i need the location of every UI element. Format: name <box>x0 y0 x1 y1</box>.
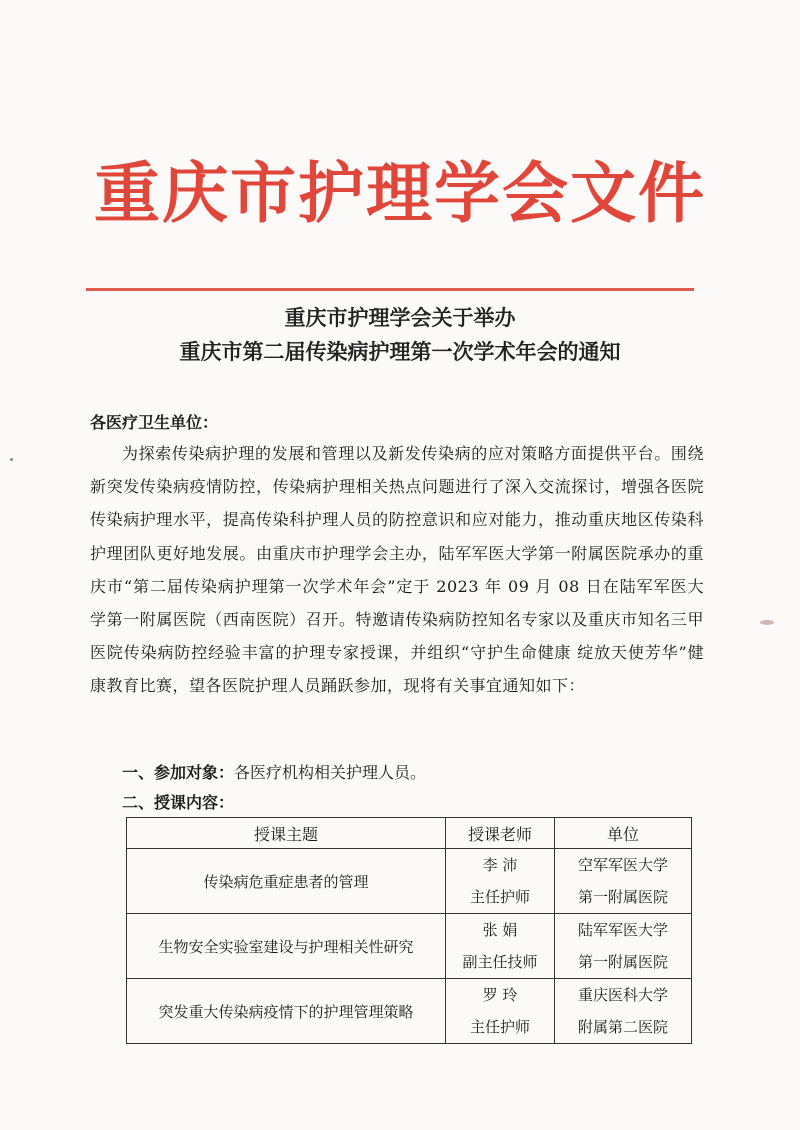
scan-speck <box>760 620 774 625</box>
table-header-row <box>127 818 692 849</box>
unit-line2: 第一附属医院 <box>577 953 668 971</box>
item-participants <box>122 760 426 783</box>
body-paragraph: 为探索传染病护理的发展和管理以及新发传染病的应对策略方面提供平台。围绕新突发传染病疫情防控，传染病护理相关热点问题进行了深入交流探讨，增强各医院传染病护理水平，提高传染科护理人员的防控意识和应对能力，推动重庆地区传染科护理团队更好地发展。由重庆市护理学会主办，陆军军医大学第一附属医院承办的重庆市“第二届传染病护理第一次学术年会”定于 2023 年 09 月 08 日在陆军军医大学第一附属医院（西南医院）召开。特邀请传染病防控知名专家以及重庆市知名三甲医院传染病防控经验丰富的护理专家授课，并组织“守护生命健康 绽放天使芳华”健康教育比赛，望各医院护理人员踊跃参加，现将有关事宜通知如下： <box>90 444 704 696</box>
header-teacher: 授课老师 <box>446 818 555 849</box>
table-row <box>127 979 692 1044</box>
teacher-name: 李 沛 <box>482 856 518 874</box>
row-unit <box>555 979 692 1044</box>
item-course-content <box>122 790 234 813</box>
row-unit <box>555 914 692 979</box>
table-row <box>127 914 692 979</box>
org-title: 重庆市护理学会文件 <box>94 155 706 232</box>
teacher-title: 主任护师 <box>469 888 530 906</box>
row-topic: 突发重大传染病疫情下的护理管理策略 <box>127 979 446 1044</box>
unit-line2: 第一附属医院 <box>577 888 668 906</box>
doc-title-line2: 重庆市第二届传染病护理第一次学术年会的通知 <box>179 340 621 364</box>
teacher-name: 张 娟 <box>482 921 518 939</box>
scan-speck <box>10 458 13 461</box>
row-topic: 生物安全实验室建设与护理相关性研究 <box>127 914 446 979</box>
row-teacher <box>446 849 555 914</box>
row-teacher <box>446 914 555 979</box>
header-topic: 授课主题 <box>127 818 446 849</box>
unit-line1: 陆军军医大学 <box>577 921 668 939</box>
table-row <box>127 849 692 914</box>
row-unit <box>555 849 692 914</box>
item-participants-label: 一、参加对象： <box>122 763 235 782</box>
red-divider <box>86 288 694 291</box>
unit-line1: 重庆医科大学 <box>577 986 668 1004</box>
teacher-title: 副主任技师 <box>462 953 538 971</box>
course-table <box>126 817 692 1044</box>
item-course-content-label: 二、授课内容： <box>122 793 235 812</box>
unit-line2: 附属第二医院 <box>577 1018 668 1036</box>
salutation: 各医疗卫生单位： <box>90 413 219 432</box>
row-topic: 传染病危重症患者的管理 <box>127 849 446 914</box>
row-teacher <box>446 979 555 1044</box>
teacher-name: 罗 玲 <box>482 986 518 1004</box>
doc-title-line1: 重庆市护理学会关于举办 <box>284 306 516 330</box>
header-unit: 单位 <box>555 818 692 849</box>
teacher-title: 主任护师 <box>469 1018 530 1036</box>
item-participants-text: 各医疗机构相关护理人员。 <box>234 763 427 782</box>
unit-line1: 空军军医大学 <box>577 856 668 874</box>
